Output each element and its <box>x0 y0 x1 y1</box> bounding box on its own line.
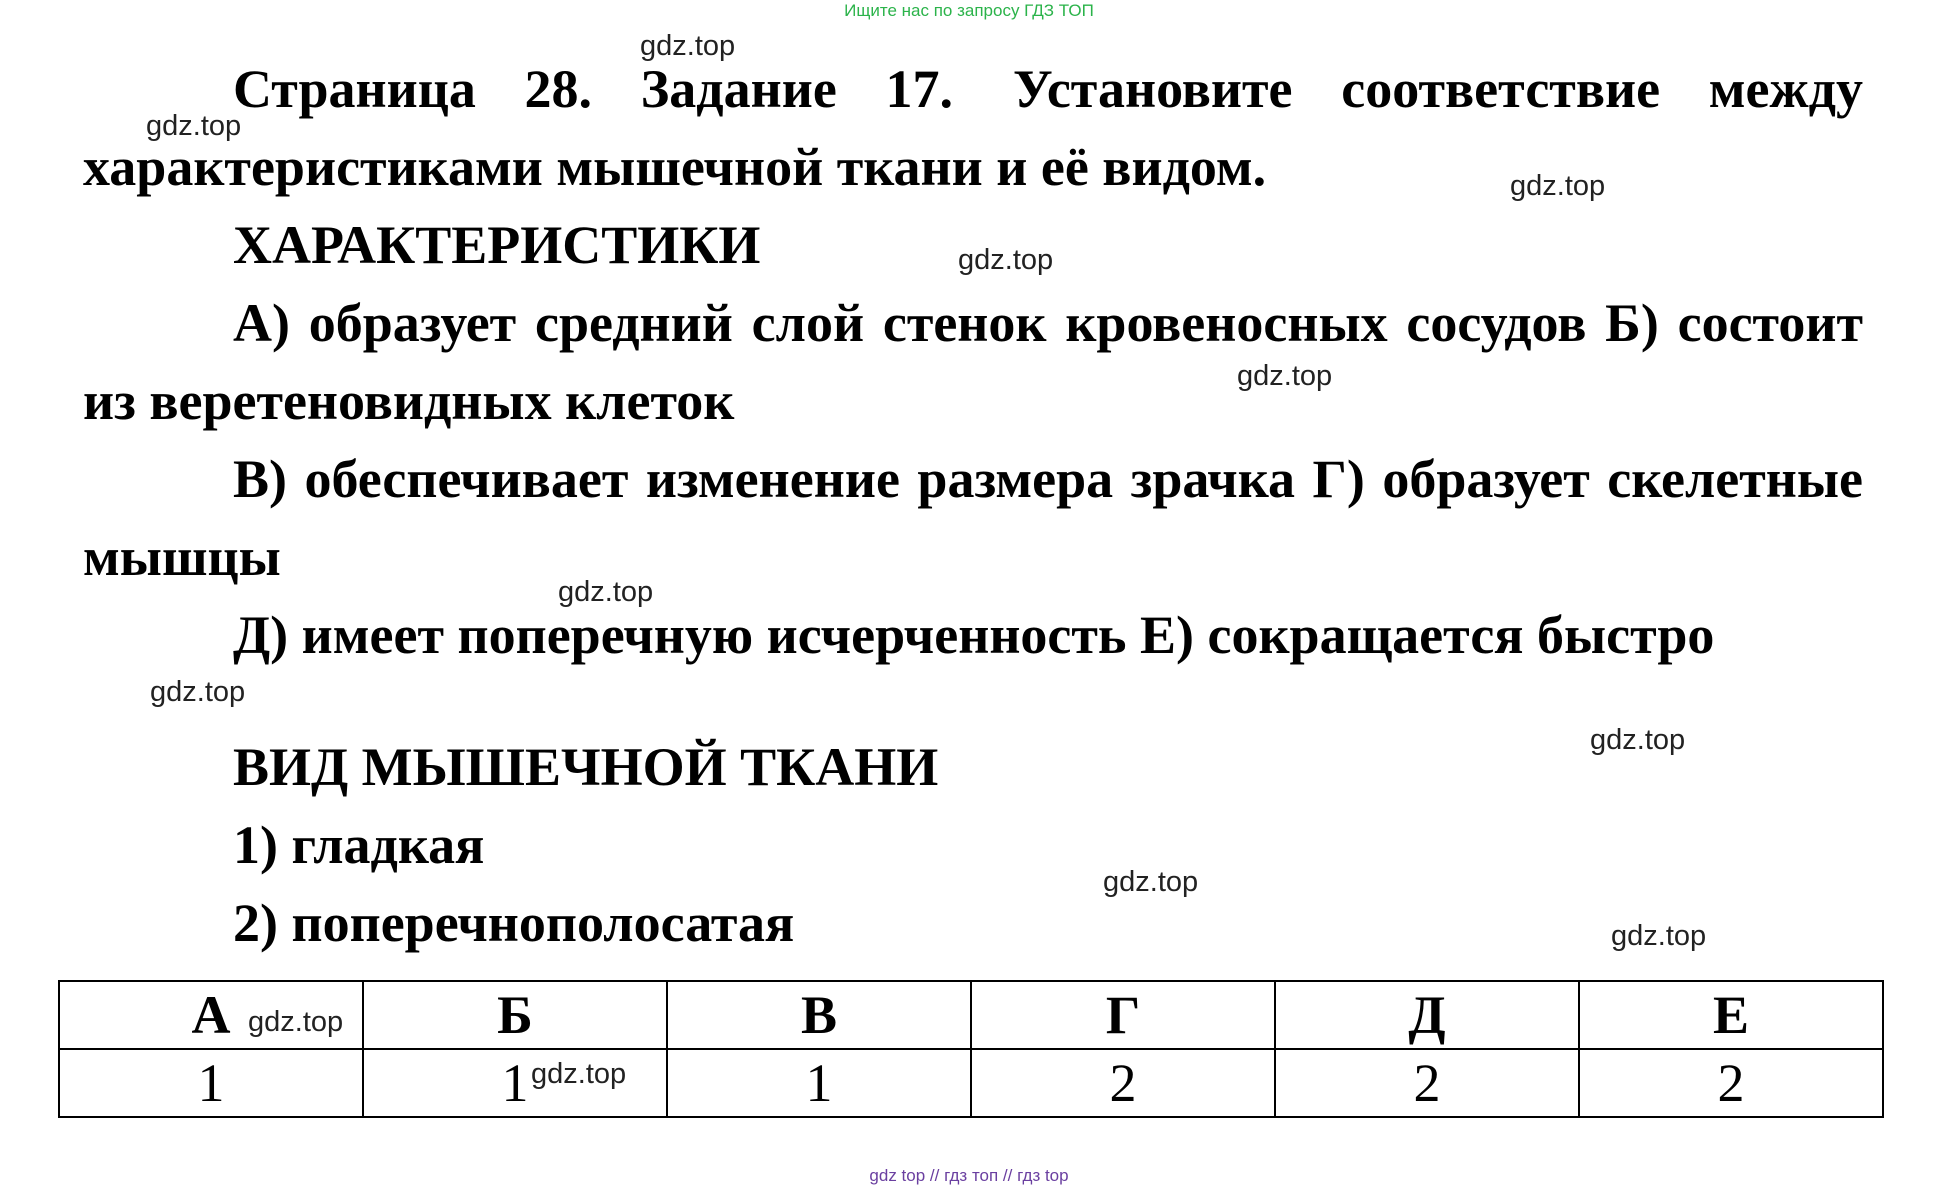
task-instruction: Установите соответствие между характеристиками мышечной ткани и её видом. <box>83 59 1863 197</box>
value-cell-v: 1 <box>667 1049 971 1117</box>
top-banner: Ищите нас по запросу ГДЗ ТОП <box>844 1 1094 20</box>
watermark: gdz.top <box>1590 724 1686 756</box>
answer-table-value-row <box>59 1049 1883 1117</box>
characteristics-heading: ХАРАКТЕРИСТИКИ <box>233 215 761 275</box>
tissue-types-heading: ВИД МЫШЕЧНОЙ ТКАНИ <box>233 737 939 797</box>
tissue-type-1: 1) гладкая <box>233 815 485 875</box>
watermark: gdz.top <box>146 110 242 142</box>
header-cell-v: В <box>667 981 971 1049</box>
header-cell-a: А <box>59 981 363 1049</box>
task-number: Страница 28. Задание 17. <box>233 59 954 119</box>
value-cell-d: 2 <box>1275 1049 1579 1117</box>
header-cell-g: Г <box>971 981 1275 1049</box>
value-cell-a: 1 <box>59 1049 363 1117</box>
characteristics-line-1: А) образует средний слой стенок кровеносных сосудов Б) состоит из веретеновидных клеток <box>83 293 1863 431</box>
tissue-type-2: 2) поперечнополосатая <box>233 893 795 953</box>
characteristics-line-3: Д) имеет поперечную исчерченность Е) сокращается быстро <box>233 605 1715 665</box>
watermark: gdz.top <box>558 576 654 608</box>
watermark: gdz.top <box>1611 920 1707 952</box>
characteristics-line-2: В) обеспечивает изменение размера зрачка Г) образует скелетные мышцы <box>83 449 1863 587</box>
watermark: gdz.top <box>1103 866 1199 898</box>
answer-table <box>58 980 1884 1118</box>
watermark: gdz.top <box>248 1006 344 1038</box>
watermark: gdz.top <box>640 30 736 62</box>
watermark: gdz.top <box>1237 360 1333 392</box>
value-cell-g: 2 <box>971 1049 1275 1117</box>
watermark: gdz.top <box>531 1058 627 1090</box>
watermark: gdz.top <box>150 676 246 708</box>
watermark: gdz.top <box>958 244 1054 276</box>
watermark: gdz.top <box>1510 170 1606 202</box>
header-cell-e: Е <box>1579 981 1883 1049</box>
value-cell-b: 1 <box>363 1049 667 1117</box>
header-cell-d: Д <box>1275 981 1579 1049</box>
value-cell-e: 2 <box>1579 1049 1883 1117</box>
header-cell-b: Б <box>363 981 667 1049</box>
bottom-banner: gdz top // гдз топ // гдз top <box>869 1166 1069 1185</box>
